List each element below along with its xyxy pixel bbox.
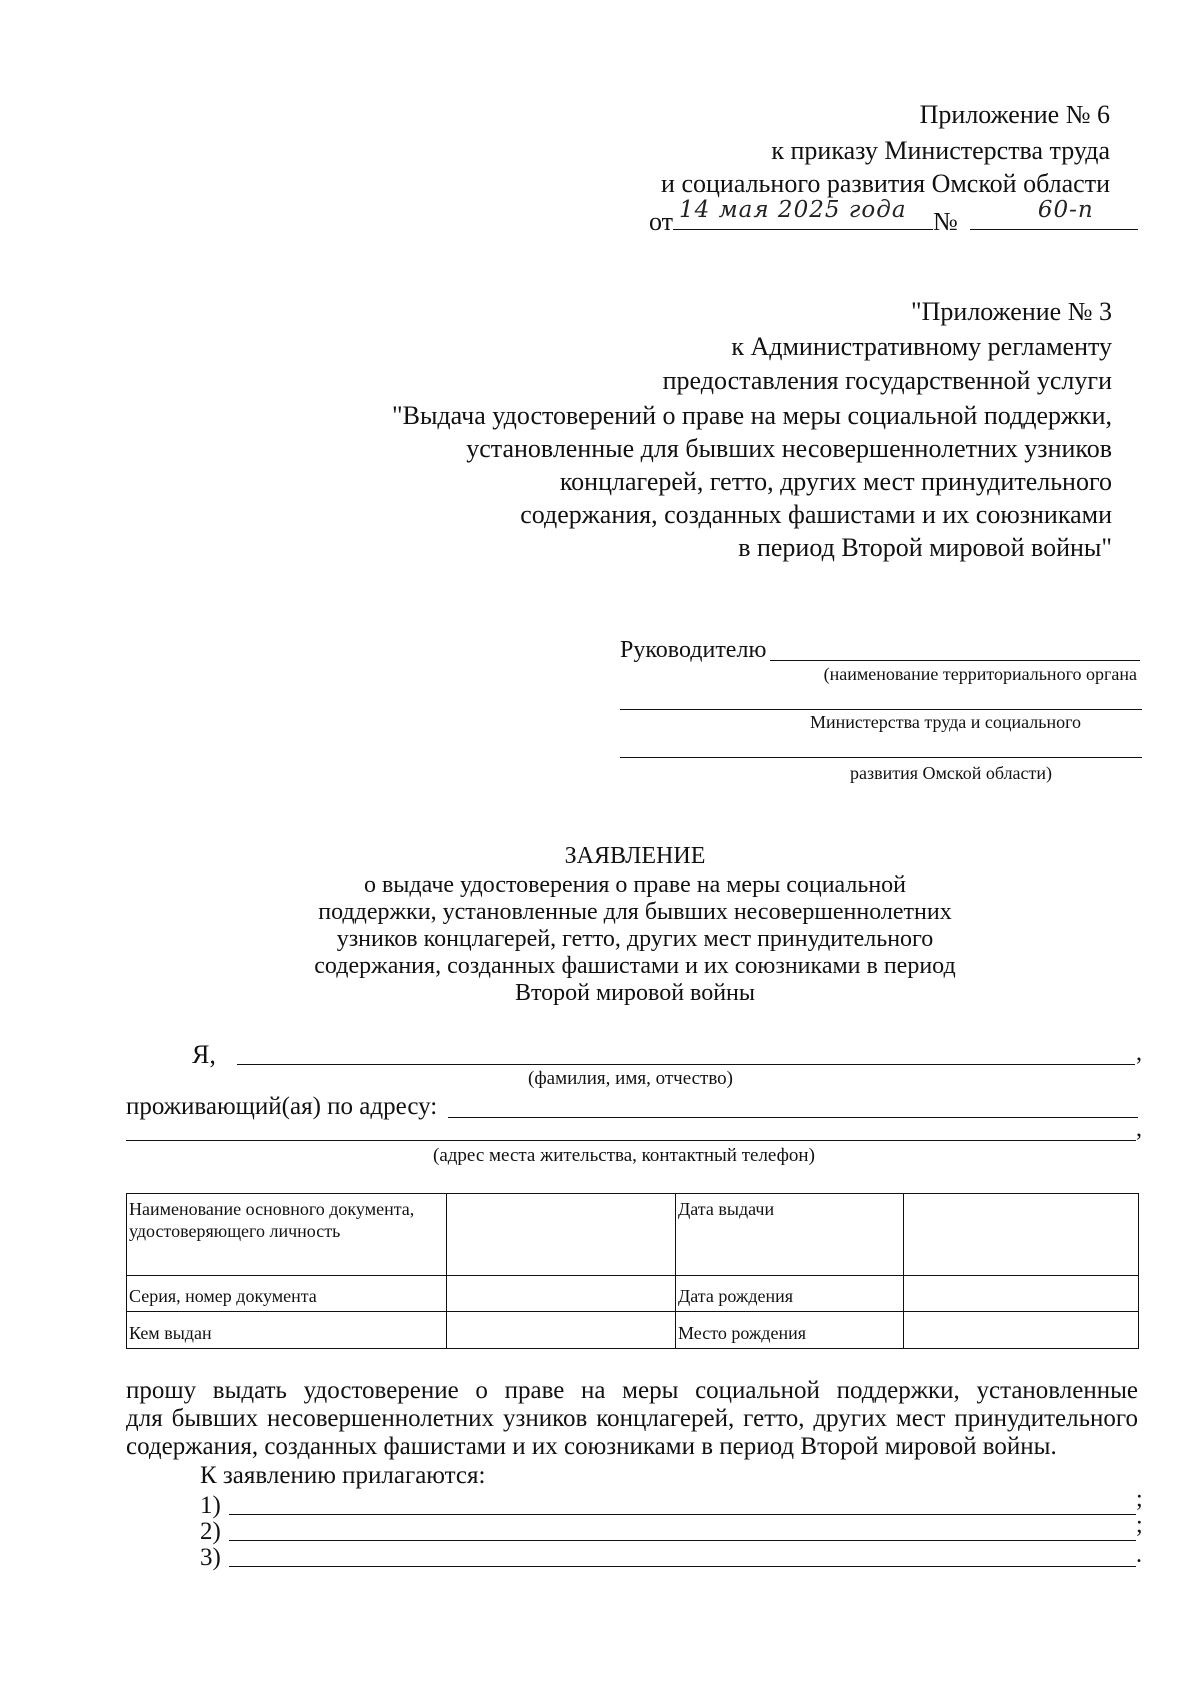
birth-date-cell[interactable]: [904, 1276, 1139, 1312]
date-prefix: от: [649, 207, 674, 236]
order-date-row: [649, 197, 1138, 237]
table-row: [127, 1276, 1139, 1312]
addressee-line-3: [620, 757, 1142, 758]
appendix-3-line6: концлагерей, гетто, других мест принудительного: [559, 467, 1112, 496]
applicant-name-line: [237, 1064, 1135, 1065]
attachment-number-1: 1): [200, 1492, 221, 1519]
attachments-label: К заявлению прилагаются:: [200, 1462, 486, 1489]
request-line-3: содержания, созданных фашистами и их союзниками в период Второй мировой войны.: [126, 1433, 1057, 1460]
series-number-cell[interactable]: [447, 1276, 676, 1312]
issued-by-label: Кем выдан: [127, 1312, 447, 1349]
number-field: [970, 197, 1138, 230]
issue-date-label: Дата выдачи: [676, 1194, 904, 1276]
appendix-3-line3: предоставления государственной услуги: [662, 366, 1112, 395]
statement-subtitle-5: Второй мировой войны: [514, 980, 756, 1006]
addressee-line-1: [770, 660, 1140, 661]
appendix-3-line2: к Административному регламенту: [731, 332, 1112, 361]
to-order-line: к приказу Министерства труда: [771, 136, 1110, 165]
addressee-hint-3: развития Омской области): [850, 763, 1053, 783]
series-number-label: Серия, номер документа: [127, 1276, 447, 1312]
appendix-6-title: Приложение № 6: [919, 100, 1110, 129]
request-line-1: прошу выдать удостоверение о праве на меры социальной поддержки, установленные: [126, 1377, 1138, 1404]
attachment-line-3[interactable]: [229, 1566, 1136, 1567]
attachment-number-3: 3): [200, 1544, 221, 1571]
address-label: проживающий(ая) по адресу:: [126, 1093, 438, 1120]
addressee-line-2: [620, 709, 1142, 710]
applicant-name-comma: ,: [1136, 1040, 1142, 1066]
address-comma: ,: [1136, 1116, 1142, 1142]
date-handwritten: 14 мая 2025 года: [679, 197, 907, 223]
table-row: [127, 1312, 1139, 1349]
statement-subtitle-1: о выдаче удостоверения о праве на меры социальной: [363, 872, 907, 898]
attachment-end-2: ;: [1136, 1512, 1143, 1538]
table-row: [127, 1194, 1139, 1276]
ministry-line: и социального развития Омской области: [661, 169, 1110, 198]
statement-heading: ЗАЯВЛЕНИЕ: [564, 843, 706, 869]
issued-by-cell[interactable]: [447, 1312, 676, 1349]
attachment-line-1[interactable]: [229, 1514, 1136, 1515]
number-handwritten: 60-п: [1037, 197, 1094, 223]
appendix-3-title: "Приложение № 3: [911, 297, 1112, 326]
number-sign: №: [933, 207, 958, 236]
address-line-2: [126, 1140, 1136, 1141]
identity-document-table: [126, 1193, 1139, 1349]
addressee-hint-1: (наименование территориального органа: [823, 664, 1137, 684]
address-hint: (адрес места жительства, контактный телефон): [433, 1145, 815, 1166]
appendix-3-line4: "Выдача удостоверений о праве на меры социальной поддержки,: [391, 401, 1112, 430]
appendix-3-line7: содержания, созданных фашистами и их союзниками: [520, 500, 1112, 529]
request-line-2: для бывших несовершеннолетних узников концлагерей, гетто, других мест принудительного: [126, 1405, 1138, 1432]
statement-subtitle-4: содержания, созданных фашистами и их союзниками в период: [314, 953, 956, 979]
issue-date-cell[interactable]: [904, 1194, 1139, 1276]
addressee-label: Руководителю: [620, 637, 767, 663]
appendix-3-line8: в период Второй мировой войны": [738, 533, 1112, 562]
applicant-i-label: Я,: [192, 1040, 216, 1069]
addressee-hint-2: Министерства труда и социального: [810, 712, 1082, 732]
applicant-name-hint: (фамилия, имя, отчество): [528, 1068, 734, 1089]
appendix-3-line5: установленные для бывших несовершеннолетних узников: [466, 434, 1112, 463]
attachment-line-2[interactable]: [229, 1540, 1136, 1541]
attachment-end-3: .: [1136, 1542, 1142, 1568]
attachment-number-2: 2): [200, 1518, 221, 1545]
address-line-1: [448, 1117, 1138, 1118]
statement-subtitle-2: поддержки, установленные для бывших несовершеннолетних: [318, 899, 952, 925]
attachment-end-1: ;: [1136, 1486, 1143, 1512]
document-name-label: Наименование основного документа, удостоверяющего личность: [127, 1194, 447, 1276]
birth-date-label: Дата рождения: [676, 1276, 904, 1312]
statement-subtitle-3: узников концлагерей, гетто, других мест принудительного: [336, 926, 934, 952]
birth-place-label: Место рождения: [676, 1312, 904, 1349]
date-field: [673, 197, 933, 230]
document-name-cell[interactable]: [447, 1194, 676, 1276]
birth-place-cell[interactable]: [904, 1312, 1139, 1349]
